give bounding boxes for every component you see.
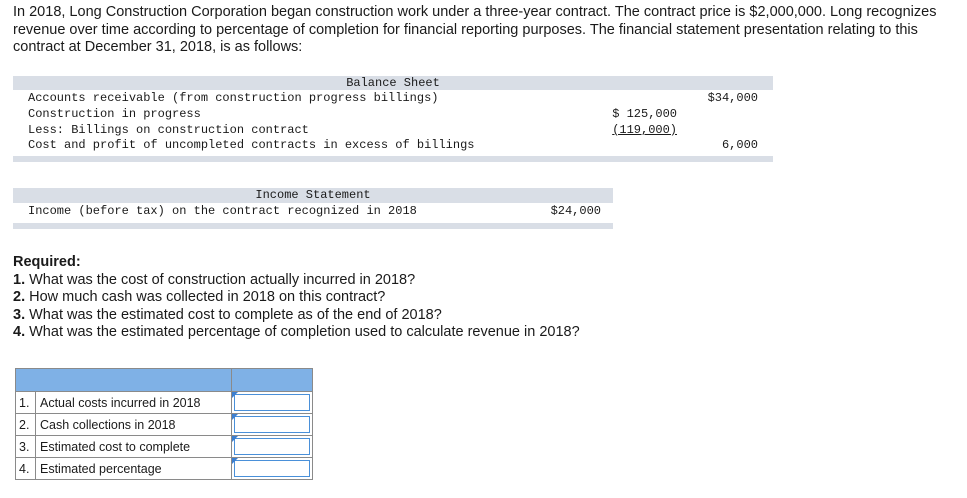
answer-table-header [16, 369, 313, 392]
problem-intro: In 2018, Long Construction Corporation began construction work under a three-year contract. The contract price is $2,000,000. Long recognizes revenue over time according to percentage of completion for financial reporting purposes. The financial statement presentation relating to this contract at December 31, 2018, is as follows: [13, 4, 937, 55]
bs-row-value: 6,000 [721, 138, 758, 152]
required-heading: Required: [13, 254, 81, 270]
row-number: 2. [16, 414, 36, 436]
answer-input-cost-to-complete[interactable] [234, 438, 310, 455]
balance-sheet-title: Balance Sheet [13, 76, 773, 90]
row-label: Cash collections in 2018 [36, 414, 232, 436]
table-row [16, 458, 313, 480]
required-section [13, 254, 580, 342]
row-number: 3. [16, 436, 36, 458]
input-marker-icon [232, 436, 238, 442]
required-item: What was the estimated percentage of completion used to calculate revenue in 2018? [29, 324, 580, 340]
row-number: 1. [16, 392, 36, 414]
required-num: 1. [13, 271, 26, 288]
input-marker-icon [232, 392, 238, 398]
row-label: Estimated cost to complete [36, 436, 232, 458]
header-cell [232, 369, 313, 392]
answer-cell [232, 392, 313, 414]
header-cell [16, 369, 232, 392]
bs-row-label: Less: Billings on construction contract [28, 123, 309, 137]
required-item: How much cash was collected in 2018 on this contract? [29, 289, 386, 305]
required-item: What was the cost of construction actually incurred in 2018? [29, 271, 416, 288]
answer-cell [232, 458, 313, 480]
answer-input-estimated-percentage[interactable] [234, 460, 310, 477]
row-label: Estimated percentage [36, 458, 232, 480]
income-statement [13, 188, 613, 229]
answer-cell [232, 414, 313, 436]
is-row-label: Income (before tax) on the contract recognized in 2018 [28, 204, 417, 218]
bs-row-value: $ 125,000 [612, 107, 677, 121]
input-marker-icon [232, 414, 238, 420]
bs-row-label: Construction in progress [28, 107, 201, 121]
bs-row-label: Accounts receivable (from construction progress billings) [28, 91, 439, 105]
answer-cell [232, 436, 313, 458]
answer-input-cash-collections[interactable] [234, 416, 310, 433]
bs-row-value: $34,000 [707, 91, 758, 105]
bs-row-label: Cost and profit of uncompleted contracts in excess of billings [28, 138, 475, 152]
is-row-value: $24,000 [550, 204, 601, 218]
table-row [16, 392, 313, 414]
input-marker-icon [232, 458, 238, 464]
bs-row-value: (119,000) [612, 123, 677, 137]
answer-table [15, 368, 313, 480]
answer-input-actual-costs[interactable] [234, 394, 310, 411]
income-statement-title: Income Statement [13, 188, 613, 203]
required-num: 4. [13, 324, 26, 340]
table-row [16, 436, 313, 458]
row-number: 4. [16, 458, 36, 480]
divider [13, 223, 613, 229]
required-num: 3. [13, 306, 26, 323]
table-row [16, 414, 313, 436]
divider [13, 156, 773, 162]
required-item: What was the estimated cost to complete as of the end of 2018? [29, 306, 442, 323]
required-num: 2. [13, 289, 26, 305]
row-label: Actual costs incurred in 2018 [36, 392, 232, 414]
balance-sheet [13, 76, 773, 162]
